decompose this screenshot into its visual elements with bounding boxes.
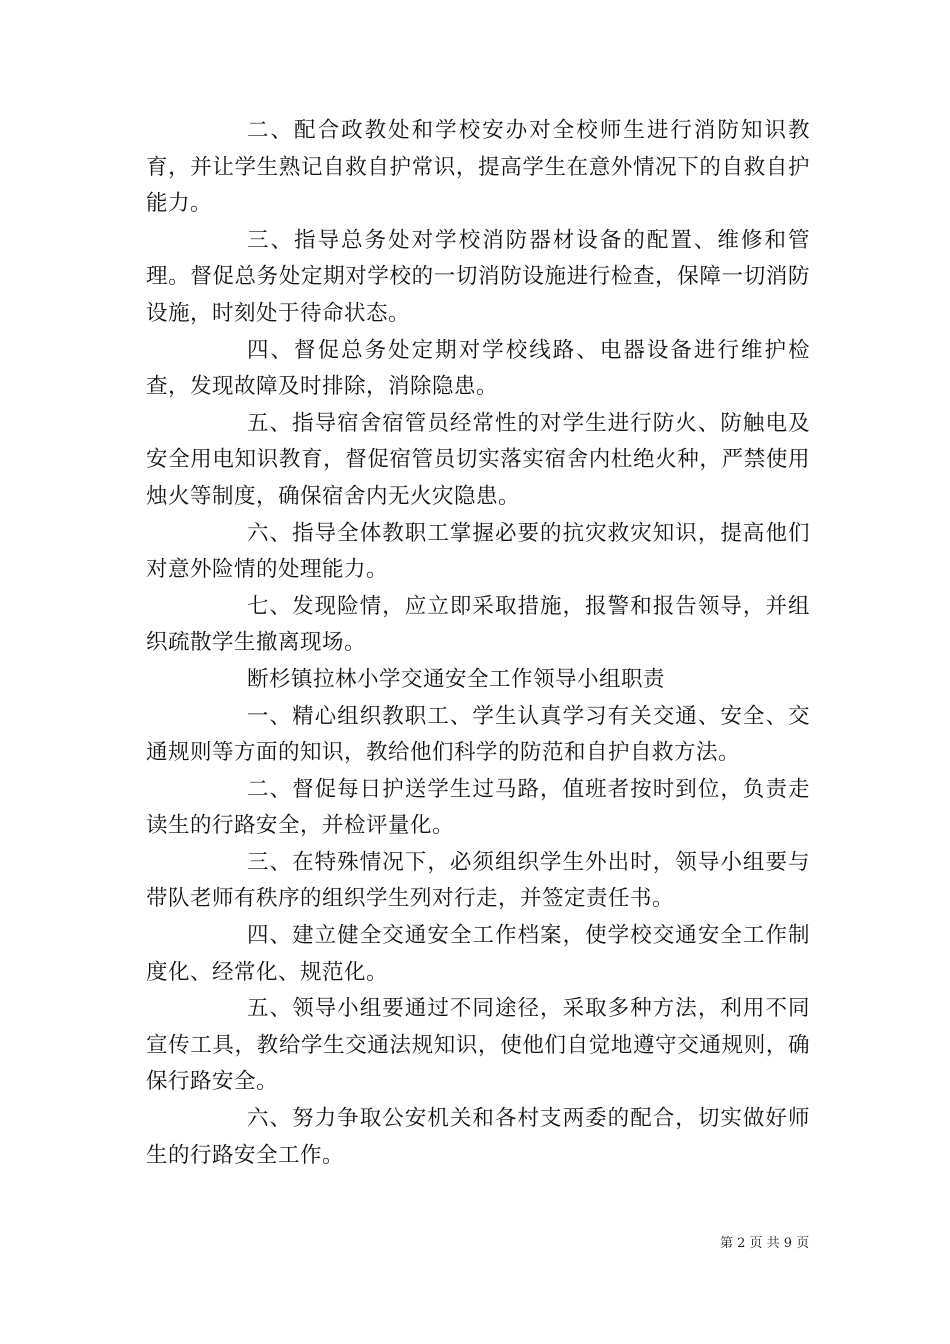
traffic-item-3: 三、在特殊情况下，必须组织学生外出时，领导小组要与带队老师有秩序的组织学生列对行走，并签定责任书。 [146,849,810,912]
traffic-item-2: 二、督促每日护送学生过马路，值班者按时到位，负责走读生的行路安全，并检评量化。 [146,776,810,839]
fire-item-7: 七、发现险情，应立即采取措施，报警和报告领导，并组织疏散学生撤离现场。 [146,593,810,656]
traffic-item-4: 四、建立健全交通安全工作档案，使学校交通安全工作制度化、经常化、规范化。 [146,923,810,985]
traffic-item-5: 五、领导小组要通过不同途径，采取多种方法，利用不同宣传工具，教给学生交通法规知识，使他们自觉地遵守交通规则，确保行路安全。 [146,996,810,1095]
traffic-item-1: 一、精心组织教职工、学生认真学习有关交通、安全、交通规则等方面的知识，教给他们科学的防范和自护自救方法。 [146,703,810,766]
traffic-item-6: 六、努力争取公安机关和各村支两委的配合，切实做好师生的行路安全工作。 [146,1106,810,1168]
fire-item-5: 五、指导宿舍宿管员经常性的对学生进行防火、防触电及安全用电知识教育，督促宿管员切实落实宿舍内杜绝火种，严禁使用烛火等制度，确保宿舍内无火灾隐患。 [146,410,810,509]
traffic-section-heading: 断杉镇拉林小学交通安全工作领导小组职责 [247,666,666,692]
fire-item-4: 四、督促总务处定期对学校线路、电器设备进行维护检查，发现故障及时排除，消除隐患。 [146,337,810,400]
fire-item-3: 三、指导总务处对学校消防器材设备的配置、维修和管理。督促总务处定期对学校的一切消防设施进行检查，保障一切消防设施，时刻处于待命状态。 [146,227,810,326]
fire-item-6: 六、指导全体教职工掌握必要的抗灾救灾知识，提高他们对意外险情的处理能力。 [146,520,810,583]
document-page [146,113,810,1174]
page-number-footer: 第 2 页 共 9 页 [720,1236,810,1251]
fire-item-2: 二、配合政教处和学校安办对全校师生进行消防知识教育，并让学生熟记自救自护常识，提高学生在意外情况下的自救自护能力。 [146,118,810,217]
